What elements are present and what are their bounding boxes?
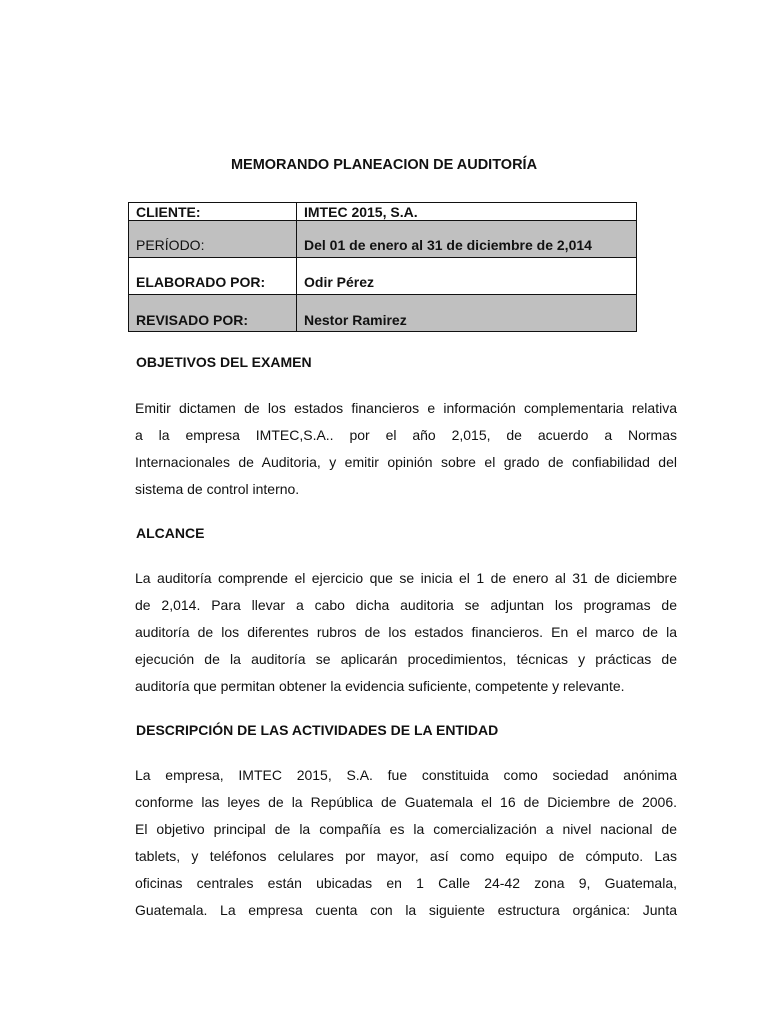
paragraph-line: El objetivo principal de la compañía es la comercialización a nivel nacional de: [135, 821, 677, 837]
cliente-label: CLIENTE:: [129, 203, 297, 221]
periodo-label: PERÍODO:: [129, 221, 297, 258]
section-paragraph-alcance: [135, 565, 677, 700]
section-heading-descripcion: DESCRIPCIÓN DE LAS ACTIVIDADES DE LA ENTIDAD: [136, 722, 499, 738]
section-heading-alcance: ALCANCE: [136, 525, 205, 541]
section-paragraph-objetivos: [135, 395, 677, 503]
cliente-value: IMTEC 2015, S.A.: [297, 203, 637, 221]
paragraph-line: Emitir dictamen de los estados financieros e información complementaria relativa: [135, 400, 677, 416]
paragraph-line: La auditoría comprende el ejercicio que se inicia el 1 de enero al 31 de diciembre: [135, 570, 677, 586]
paragraph-line: tablets, y teléfonos celulares por mayor, así como equipo de cómputo. Las: [135, 848, 677, 864]
paragraph-line: oficinas centrales están ubicadas en 1 Calle 24-42 zona 9, Guatemala,: [135, 875, 677, 891]
table-row: [129, 258, 637, 295]
paragraph-line: La empresa, IMTEC 2015, S.A. fue constituida como sociedad anónima: [135, 767, 677, 783]
section-paragraph-descripcion: [135, 762, 677, 924]
revisado-value: Nestor Ramirez: [297, 295, 637, 332]
paragraph-line: Guatemala. La empresa cuenta con la siguiente estructura orgánica: Junta: [135, 902, 677, 918]
table-row: [129, 295, 637, 332]
table-row: [129, 221, 637, 258]
page-title: MEMORANDO PLANEACION DE AUDITORÍA: [230, 157, 538, 173]
paragraph-line: Internacionales de Auditoria, y emitir opinión sobre el grado de confiabilidad del: [135, 454, 677, 470]
paragraph-line: auditoría que permitan obtener la evidencia suficiente, competente y relevante.: [135, 678, 625, 694]
client-info-table: [128, 202, 637, 332]
periodo-value: Del 01 de enero al 31 de diciembre de 2,014: [297, 221, 637, 258]
table-row: [129, 203, 637, 221]
paragraph-line: sistema de control interno.: [135, 481, 300, 497]
revisado-label: REVISADO POR:: [129, 295, 297, 332]
elaborado-value: Odir Pérez: [297, 258, 637, 295]
elaborado-label: ELABORADO POR:: [129, 258, 297, 295]
paragraph-line: a la empresa IMTEC,S.A.. por el año 2,015, de acuerdo a Normas: [135, 427, 677, 443]
paragraph-line: ejecución de la auditoría se aplicarán procedimientos, técnicas y prácticas de: [135, 651, 677, 667]
section-heading-objetivos: OBJETIVOS DEL EXAMEN: [136, 354, 312, 370]
paragraph-line: de 2,014. Para llevar a cabo dicha auditoria se adjuntan los programas de: [135, 597, 677, 613]
paragraph-line: conforme las leyes de la República de Guatemala el 16 de Diciembre de 2006.: [135, 794, 677, 810]
paragraph-line: auditoría de los diferentes rubros de los estados financieros. En el marco de la: [135, 624, 677, 640]
